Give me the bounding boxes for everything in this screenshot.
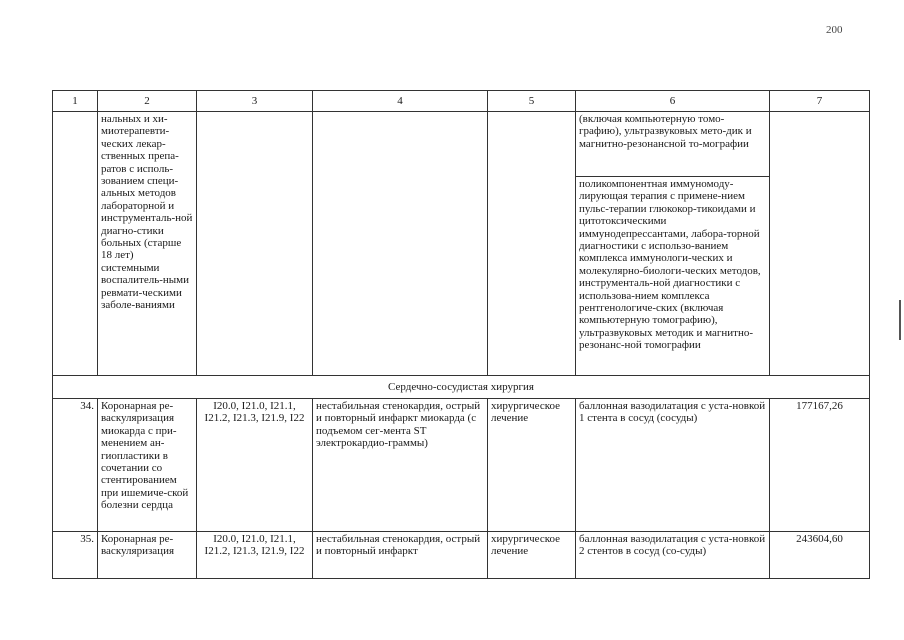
continuation-row-a bbox=[53, 112, 870, 177]
continuation-method-cell-a: (включая компьютерную томо-графию), ультразвуковых мето-дик и магнитно-резонансной то-мографии bbox=[576, 112, 770, 177]
row-method: баллонная вазодилатация с уста-новкой 2 стентов в сосуд (со-суды) bbox=[576, 532, 770, 579]
continuation-codes-cell bbox=[197, 112, 313, 376]
column-header-7: 7 bbox=[770, 91, 870, 112]
row-treatment: хирургическое лечение bbox=[488, 399, 576, 532]
column-number-row bbox=[53, 91, 870, 112]
row-number: 34. bbox=[53, 399, 98, 532]
row-price: 243604,60 bbox=[770, 532, 870, 579]
continuation-condition-cell bbox=[313, 112, 488, 376]
row-condition: нестабильная стенокардия, острый и повторный инфаркт миокарда (с подъемом сег-мента ST электрокардио-граммы) bbox=[313, 399, 488, 532]
column-header-5: 5 bbox=[488, 91, 576, 112]
column-header-1: 1 bbox=[53, 91, 98, 112]
column-header-2: 2 bbox=[98, 91, 197, 112]
continuation-num-cell bbox=[53, 112, 98, 376]
continuation-price-cell bbox=[770, 112, 870, 376]
row-price: 177167,26 bbox=[770, 399, 870, 532]
scan-edge-mark bbox=[899, 300, 901, 340]
row-name: Коронарная ре-васкуляризация миокарда с при-менением ан-гиопластики в сочетании со стентированием при ишемиче-ской болезни сердца bbox=[98, 399, 197, 532]
column-header-4: 4 bbox=[313, 91, 488, 112]
section-row bbox=[53, 376, 870, 399]
continuation-method-cell-b: поликомпонентная иммуномоду-лирующая терапия с примене-нием пульс-терапии глюкокор-тикоидами и цитотоксическими иммунодепрессантами, лабора-торной диагностики с использо-ванием комплекса иммунологи-ческих и молекулярно-биологи-ческих методов, инструменталь-ной диагностики с использова-нием комплекса рентгенологиче-ских (включая компьютерную томографию), ультразвуковых методик и магнитно-резонанс-ной томографии bbox=[576, 177, 770, 376]
continuation-treatment-cell bbox=[488, 112, 576, 376]
column-header-3: 3 bbox=[197, 91, 313, 112]
table-row bbox=[53, 399, 870, 532]
row-number: 35. bbox=[53, 532, 98, 579]
section-title: Сердечно-сосудистая хирургия bbox=[53, 376, 870, 399]
table-row bbox=[53, 532, 870, 579]
row-name: Коронарная ре-васкуляризация bbox=[98, 532, 197, 579]
row-method: баллонная вазодилатация с уста-новкой 1 стента в сосуд (сосуды) bbox=[576, 399, 770, 532]
row-condition: нестабильная стенокардия, острый и повторный инфаркт bbox=[313, 532, 488, 579]
page-number: 200 bbox=[826, 24, 843, 36]
medical-care-table bbox=[52, 90, 870, 579]
continuation-name-cell: нальных и хи-миотерапевти-ческих лекар-ственных препа-ратов с исполь-зованием специ-альных методов лабораторной и инструменталь-ной диагно-стики больных (старше 18 лет) системными воспалитель-ными ревмати-ческими заболе-ваниями bbox=[98, 112, 197, 376]
row-codes: I20.0, I21.0, I21.1, I21.2, I21.3, I21.9, I22 bbox=[197, 532, 313, 579]
row-codes: I20.0, I21.0, I21.1, I21.2, I21.3, I21.9, I22 bbox=[197, 399, 313, 532]
row-treatment: хирургическое лечение bbox=[488, 532, 576, 579]
column-header-6: 6 bbox=[576, 91, 770, 112]
